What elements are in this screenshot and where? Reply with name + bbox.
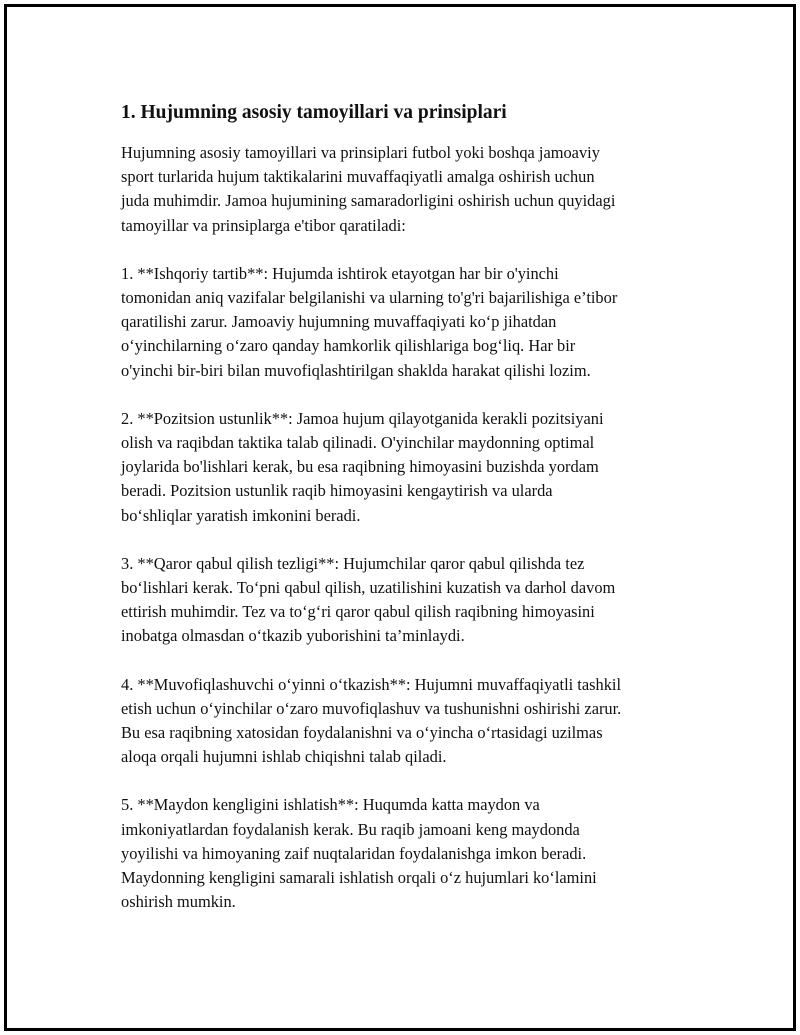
text-line: oshirish mumkin. [121, 892, 236, 912]
text-line: beradi. Pozitsion ustunlik raqib himoyasini kengaytirish va ularda [121, 481, 553, 501]
text-line: 1. **Ishqoriy tartib**: Hujumda ishtirok etayotgan har bir o'yinchi [121, 263, 559, 283]
principle-5-paragraph [121, 793, 701, 914]
text-line: joylarida bo'lishlari kerak, bu esa raqibning himoyasini buzishda yordam [121, 457, 599, 477]
text-line: tomonidan aniq vazifalar belgilanishi va ularning to'g'ri bajarilishiga e’tibor [121, 288, 618, 308]
text-line: bo‘shliqlar yaratish imkonini beradi. [121, 505, 361, 525]
text-line: tamoyillar va prinsiplarga e'tibor qaratiladi: [121, 215, 406, 235]
principle-3-paragraph [121, 552, 701, 649]
text-line: sport turlarida hujum taktikalarini muvaffaqiyatli amalga oshirish uchun [121, 167, 595, 187]
text-line: o'yinchi bir-biri bilan muvofiqlashtirilgan shaklda harakat qilishi lozim. [121, 360, 591, 380]
text-line: aloqa orqali hujumni ishlab chiqishni talab qiladi. [121, 747, 447, 767]
section-heading: 1. Hujumning asosiy tamoyillari va prinsiplari [121, 102, 507, 123]
intro-paragraph [121, 141, 701, 238]
text-line: juda muhimdir. Jamoa hujumining samaradorligini oshirish uchun quyidagi [121, 191, 616, 211]
text-line: Maydonning kengligini samarali ishlatish orqali o‘z hujumlari ko‘lamini [121, 868, 597, 888]
text-line: bo‘lishlari kerak. To‘pni qabul qilish, uzatilishini kuzatish va darhol davom [121, 578, 616, 598]
text-line: 4. **Muvofiqlashuvchi o‘yinni o‘tkazish**: Hujumni muvaffaqiyatli tashkil [121, 674, 622, 694]
text-line: 5. **Maydon kengligini ishlatish**: Huqumda katta maydon va [121, 795, 540, 815]
text-line: qaratilishi zarur. Jamoaviy hujumning muvaffaqiyati ko‘p jihatdan [121, 312, 557, 332]
text-line: o‘yinchilarning o‘zaro qanday hamkorlik qilishlariga bog‘liq. Har bir [121, 336, 576, 356]
principle-2-paragraph [121, 407, 701, 528]
text-line: 2. **Pozitsion ustunlik**: Jamoa hujum qilayotganida kerakli pozitsiyani [121, 408, 604, 428]
principle-1-paragraph [121, 262, 701, 383]
document-body [121, 99, 701, 938]
text-line: yoyilishi va himoyaning zaif nuqtalaridan foydalanishga imkon beradi. [121, 843, 587, 863]
text-line: etish uchun o‘yinchilar o‘zaro muvofiqlashuv va tushunishni oshirishi zarur. [121, 698, 622, 718]
text-line: 3. **Qaror qabul qilish tezligi**: Hujumchilar qaror qabul qilishda tez [121, 553, 585, 573]
text-line: ettirish muhimdir. Tez va to‘g‘ri qaror qabul qilish raqibning himoyasini [121, 602, 595, 622]
text-line: Bu esa raqibning xatosidan foydalanishni va o‘yincha o‘rtasidagi uzilmas [121, 723, 603, 743]
text-line: imkoniyatlardan foydalanish kerak. Bu raqib jamoani keng maydonda [121, 819, 580, 839]
text-line: Hujumning asosiy tamoyillari va prinsiplari futbol yoki boshqa jamoaviy [121, 143, 600, 162]
text-line: inobatga olmasdan o‘tkazib yuborishini ta’minlaydi. [121, 626, 465, 646]
text-line: olish va raqibdan taktika talab qilinadi. O'yinchilar maydonning optimal [121, 433, 595, 453]
principle-4-paragraph [121, 673, 701, 770]
page-frame [4, 4, 796, 1031]
